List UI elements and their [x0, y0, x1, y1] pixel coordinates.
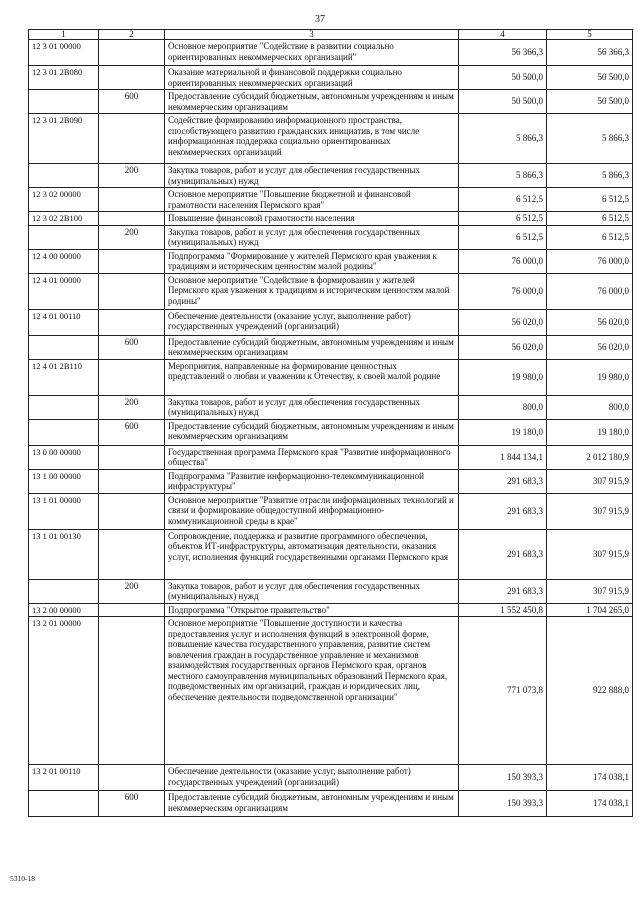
amount-year2-cell: 800,0 — [547, 395, 633, 419]
target-code-cell: 13 1 01 00130 — [29, 529, 99, 579]
item-name-cell: Закупка товаров, работ и услуг для обеспечения государственных (муниципальных) нужд — [165, 395, 459, 419]
amount-year1-cell: 76 000,0 — [459, 249, 547, 273]
amount-year2-cell: 307 915,9 — [547, 493, 633, 529]
table-row — [29, 579, 633, 603]
table-row — [29, 603, 633, 617]
expense-type-cell — [99, 765, 165, 791]
amount-year2-cell: 2 012 180,9 — [547, 445, 633, 469]
amount-year1-cell: 19 980,0 — [459, 359, 547, 395]
item-name-cell: Основное мероприятие "Повышение доступности и качества предоставления услуг и исполнения функций в электронной форме, повышение качества государственного управления, развитие систем вовлечения граждан в государственное управление и механизмов взаимодействия государственных органов Пермского края, органов местного самоуправления муниципальных образований Пермского края, подведомственных им организаций, граждан и юридических лиц, обеспечение деятельности подведомственной организации" — [165, 617, 459, 765]
amount-year1-cell: 800,0 — [459, 395, 547, 419]
amount-year2-cell: 5 866,3 — [547, 114, 633, 164]
table-row — [29, 765, 633, 791]
item-name-cell: Закупка товаров, работ и услуг для обеспечения государственных (муниципальных) нужд — [165, 164, 459, 188]
item-name-cell: Повышение финансовой грамотности населения — [165, 212, 459, 226]
expense-type-cell — [99, 529, 165, 579]
item-name-cell: Подпрограмма "Открытое правительство" — [165, 603, 459, 617]
item-name-cell: Основное мероприятие "Содействие в формировании у жителей Пермского края уважения к традициям и историческим ценностям малой родины" — [165, 273, 459, 309]
table-row — [29, 273, 633, 309]
item-name-cell: Основное мероприятие "Содействие в развитии социально ориентированных некоммерческих организаций" — [165, 40, 459, 66]
target-code-cell — [29, 579, 99, 603]
amount-year2-cell: 19 180,0 — [547, 419, 633, 445]
expense-type-cell — [99, 212, 165, 226]
expense-type-cell: 200 — [99, 164, 165, 188]
target-code-cell — [29, 419, 99, 445]
target-code-cell: 13 1 01 00000 — [29, 493, 99, 529]
expense-type-cell: 600 — [99, 90, 165, 114]
amount-year2-cell: 5 866,3 — [547, 164, 633, 188]
table-row — [29, 225, 633, 249]
page-number: 37 — [315, 14, 325, 25]
amount-year2-cell: 56 366,3 — [547, 40, 633, 66]
target-code-cell: 13 2 00 00000 — [29, 603, 99, 617]
target-code-cell: 12 4 00 00000 — [29, 249, 99, 273]
target-code-cell: 12 4 01 00000 — [29, 273, 99, 309]
item-name-cell: Закупка товаров, работ и услуг для обеспечения государственных (муниципальных) нужд — [165, 579, 459, 603]
target-code-cell — [29, 335, 99, 359]
amount-year2-cell: 76 000,0 — [547, 249, 633, 273]
item-name-cell: Основное мероприятие "Повышение бюджетной и финансовой грамотности населения Пермского края" — [165, 188, 459, 212]
table-row — [29, 212, 633, 226]
amount-year2-cell: 307 915,9 — [547, 529, 633, 579]
amount-year2-cell: 50 500,0 — [547, 66, 633, 90]
expense-type-cell — [99, 273, 165, 309]
target-code-cell: 12 3 01 00000 — [29, 40, 99, 66]
amount-year1-cell: 5 866,3 — [459, 114, 547, 164]
table-row — [29, 164, 633, 188]
item-name-cell: Мероприятия, направленные на формирование ценностных представлений о любви и уважении к Отечеству, к своей малой родине — [165, 359, 459, 395]
item-name-cell: Сопровождение, поддержка и развитие программного обеспечения, объектов ИТ-инфраструктуры, автоматизация деятельности, оказания услуг, исполнения функций государственными органами Пермского края — [165, 529, 459, 579]
expense-type-cell — [99, 114, 165, 164]
expense-type-cell: 200 — [99, 225, 165, 249]
amount-year1-cell: 1 844 134,1 — [459, 445, 547, 469]
table-row — [29, 188, 633, 212]
amount-year2-cell: 1 704 265,0 — [547, 603, 633, 617]
header-col-5: 5 — [547, 30, 633, 40]
amount-year1-cell: 291 683,3 — [459, 493, 547, 529]
amount-year1-cell: 76 000,0 — [459, 273, 547, 309]
item-name-cell: Предоставление субсидий бюджетным, автономным учреждениям и иным некоммерческим организациям — [165, 90, 459, 114]
target-code-cell — [29, 225, 99, 249]
amount-year2-cell: 56 020,0 — [547, 335, 633, 359]
amount-year1-cell: 771 073,8 — [459, 617, 547, 765]
amount-year2-cell: 56 020,0 — [547, 309, 633, 335]
header-col-2: 2 — [99, 30, 165, 40]
target-code-cell: 13 0 00 00000 — [29, 445, 99, 469]
table-row — [29, 40, 633, 66]
item-name-cell: Подпрограмма "Формирование у жителей Пермского края уважения к традициям и историческим ценностям малой родины" — [165, 249, 459, 273]
amount-year2-cell: 76 000,0 — [547, 273, 633, 309]
target-code-cell: 12 4 01 2B110 — [29, 359, 99, 395]
amount-year2-cell: 307 915,9 — [547, 469, 633, 493]
table-row — [29, 90, 633, 114]
expense-type-cell — [99, 445, 165, 469]
amount-year1-cell: 56 020,0 — [459, 335, 547, 359]
amount-year1-cell: 291 683,3 — [459, 529, 547, 579]
target-code-cell — [29, 791, 99, 817]
item-name-cell: Обеспечение деятельности (оказание услуг, выполнение работ) государственных учреждений (организаций) — [165, 309, 459, 335]
amount-year1-cell: 6 512,5 — [459, 225, 547, 249]
table-row — [29, 419, 633, 445]
table-row — [29, 469, 633, 493]
item-name-cell: Государственная программа Пермского края "Развитие информационного общества" — [165, 445, 459, 469]
footer-code: 5310-18 — [10, 874, 35, 883]
amount-year2-cell: 174 038,1 — [547, 791, 633, 817]
expense-type-cell — [99, 188, 165, 212]
amount-year2-cell: 50 500,0 — [547, 90, 633, 114]
amount-year1-cell: 56 366,3 — [459, 40, 547, 66]
target-code-cell: 12 3 01 2B090 — [29, 114, 99, 164]
header-col-4: 4 — [459, 30, 547, 40]
table-row — [29, 114, 633, 164]
header-col-3: 3 — [165, 30, 459, 40]
amount-year2-cell: 6 512,5 — [547, 188, 633, 212]
target-code-cell: 13 2 01 00000 — [29, 617, 99, 765]
expense-type-cell: 600 — [99, 419, 165, 445]
table-header — [29, 30, 633, 40]
amount-year1-cell: 150 393,3 — [459, 765, 547, 791]
amount-year2-cell: 6 512,5 — [547, 212, 633, 226]
target-code-cell: 12 3 02 2B100 — [29, 212, 99, 226]
amount-year1-cell: 291 683,3 — [459, 579, 547, 603]
amount-year1-cell: 56 020,0 — [459, 309, 547, 335]
table-row — [29, 529, 633, 579]
target-code-cell: 12 4 01 00110 — [29, 309, 99, 335]
amount-year1-cell: 6 512,5 — [459, 212, 547, 226]
expense-type-cell — [99, 617, 165, 765]
header-col-1: 1 — [29, 30, 99, 40]
expense-type-cell — [99, 493, 165, 529]
amount-year1-cell: 19 180,0 — [459, 419, 547, 445]
header-row — [29, 30, 633, 40]
amount-year1-cell: 50 500,0 — [459, 90, 547, 114]
expense-type-cell — [99, 40, 165, 66]
table-row — [29, 309, 633, 335]
expense-type-cell — [99, 359, 165, 395]
table-row — [29, 445, 633, 469]
item-name-cell: Предоставление субсидий бюджетным, автономным учреждениям и иным некоммерческим организациям — [165, 335, 459, 359]
table-row — [29, 395, 633, 419]
amount-year1-cell: 50 500,0 — [459, 66, 547, 90]
table-body — [29, 40, 633, 817]
expense-type-cell — [99, 309, 165, 335]
table-row — [29, 791, 633, 817]
amount-year2-cell: 922 888,0 — [547, 617, 633, 765]
table-row — [29, 617, 633, 765]
target-code-cell: 12 3 01 2B080 — [29, 66, 99, 90]
table-row — [29, 359, 633, 395]
expense-type-cell — [99, 603, 165, 617]
amount-year2-cell: 307 915,9 — [547, 579, 633, 603]
expense-type-cell: 600 — [99, 335, 165, 359]
target-code-cell: 13 2 01 00110 — [29, 765, 99, 791]
target-code-cell: 12 3 02 00000 — [29, 188, 99, 212]
expense-type-cell — [99, 249, 165, 273]
item-name-cell: Закупка товаров, работ и услуг для обеспечения государственных (муниципальных) нужд — [165, 225, 459, 249]
amount-year2-cell: 19 980,0 — [547, 359, 633, 395]
amount-year1-cell: 291 683,3 — [459, 469, 547, 493]
expense-type-cell: 200 — [99, 579, 165, 603]
item-name-cell: Оказание материальной и финансовой поддержки социально ориентированных некоммерческих организаций — [165, 66, 459, 90]
amount-year1-cell: 6 512,5 — [459, 188, 547, 212]
budget-table — [28, 29, 633, 817]
amount-year1-cell: 5 866,3 — [459, 164, 547, 188]
item-name-cell: Обеспечение деятельности (оказание услуг, выполнение работ) государственных учреждений (организаций) — [165, 765, 459, 791]
item-name-cell: Содействие формированию информационного пространства, способствующего развитию гражданских инициатив, в том числе информационная поддержка социально ориентированных некоммерческих организаций — [165, 114, 459, 164]
target-code-cell — [29, 90, 99, 114]
item-name-cell: Предоставление субсидий бюджетным, автономным учреждениям и иным некоммерческим организациям — [165, 791, 459, 817]
amount-year2-cell: 174 038,1 — [547, 765, 633, 791]
item-name-cell: Основное мероприятие "Развитие отрасли информационных технологий и связи и формирование общедоступной информационно-коммуникационной среды в крае" — [165, 493, 459, 529]
target-code-cell — [29, 164, 99, 188]
expense-type-cell: 200 — [99, 395, 165, 419]
target-code-cell: 13 1 00 00000 — [29, 469, 99, 493]
amount-year1-cell: 1 552 450,8 — [459, 603, 547, 617]
amount-year1-cell: 150 393,3 — [459, 791, 547, 817]
item-name-cell: Предоставление субсидий бюджетным, автономным учреждениям и иным некоммерческим организациям — [165, 419, 459, 445]
amount-year2-cell: 6 512,5 — [547, 225, 633, 249]
expense-type-cell — [99, 66, 165, 90]
expense-type-cell — [99, 469, 165, 493]
target-code-cell — [29, 395, 99, 419]
item-name-cell: Подпрограмма "Развитие информационно-телекоммуникационной инфраструктуры" — [165, 469, 459, 493]
table-row — [29, 493, 633, 529]
expense-type-cell: 600 — [99, 791, 165, 817]
table-row — [29, 335, 633, 359]
table-row — [29, 249, 633, 273]
table-row — [29, 66, 633, 90]
